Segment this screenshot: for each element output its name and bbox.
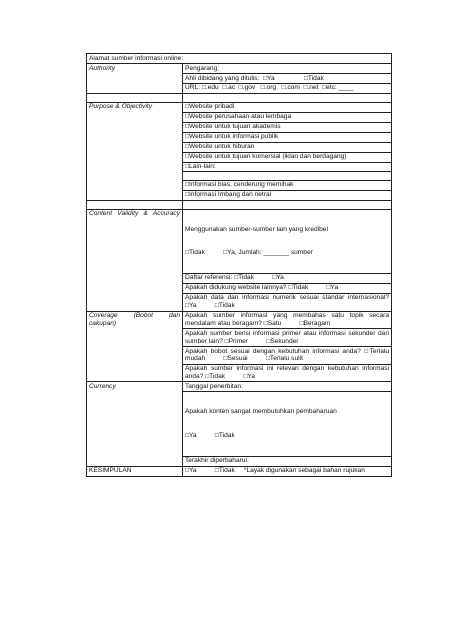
coverage-q4[interactable]: Apakah sumber informasi ini relevan dengan kebutuhan informasi anda? □Tidak □Ya [183, 364, 392, 382]
currency-q3[interactable]: Terakhir diperbaharui: [183, 456, 392, 466]
pengarang-field[interactable]: Pengarang: [183, 63, 392, 73]
content-row [87, 209, 392, 273]
purpose-option[interactable]: □Informasi bias, cenderung memihak [183, 180, 392, 190]
purpose-option[interactable]: □Lain-lain: [183, 162, 392, 172]
kesimpulan-options[interactable]: □Ya □Tidak *Layak digunakan sebagai bahan rujukan [183, 466, 392, 476]
currency-q1[interactable]: Tanggal penerbitan: [183, 382, 392, 392]
coverage-q1[interactable]: Apakah sumber informasi yang membahas satu topik secara mendalam atau beragam? □Satu □Beragam [183, 311, 392, 329]
content-q1-options[interactable]: □Tidak □Ya, Jumlah: _______ sumber [185, 249, 313, 256]
spacer-cell [87, 93, 183, 102]
kesimpulan-row [87, 466, 392, 476]
purpose-option[interactable]: □Website untuk hiburan [183, 142, 392, 152]
content-q2[interactable]: Daftar referensi: □Tidak □Ya [183, 273, 392, 283]
currency-label: Currency [87, 382, 183, 466]
evaluation-table [86, 53, 392, 477]
coverage-label: Coverage (Bobot dan cakupan) [87, 311, 183, 382]
kesimpulan-label: KESIMPULAN [87, 466, 183, 476]
purpose-option[interactable]: □Website untuk tujuan akademis [183, 122, 392, 132]
purpose-label: Purpose & Objectivity [87, 102, 183, 200]
currency-q2-text: Apakah konten sangat membutuhkan pembaharuan [185, 408, 337, 416]
table-title-row [87, 54, 392, 64]
purpose-option[interactable]: □Website pribadi [183, 102, 392, 112]
content-q4[interactable]: Apakah data dan informasi numerik sesuai standar internasional? □Ya □Tidak [183, 293, 392, 311]
coverage-q2[interactable]: Apakah sumber berisi informasi primer atau informasi sekunder dari sumber lain? □Primer □Sekunder [183, 329, 392, 347]
currency-row [87, 382, 392, 392]
currency-q2-options[interactable]: □Ya □Tidak [185, 431, 235, 439]
spacer-cell [183, 93, 392, 102]
spacer-cell [183, 200, 392, 209]
purpose-blank-line[interactable] [183, 172, 392, 180]
purpose-option[interactable]: □Website untuk informasi publik [183, 132, 392, 142]
purpose-row [87, 102, 392, 112]
spacer-row [87, 200, 392, 209]
ahli-checkbox-group[interactable]: Ahli dibidang yang ditulis: □Ya □Tidak [183, 73, 392, 83]
authority-row [87, 63, 392, 73]
spacer-row [87, 93, 392, 102]
content-label: Content Validity & Accuracy [87, 209, 183, 311]
title-cell: Alamat sumber informasi online: [87, 54, 392, 64]
url-checkbox-group[interactable]: URL: □.edu □.ac □.gov □.org □.com □.net □etc: ____ [183, 83, 392, 93]
coverage-row [87, 311, 392, 329]
content-q1-text: Menggunakan sumber-sumber lain yang kredibel [185, 225, 328, 233]
content-q1[interactable] [183, 209, 392, 273]
authority-label: Authority [87, 63, 183, 93]
purpose-option[interactable]: □Website untuk tujuan komersial (iklan dan berdagang) [183, 152, 392, 162]
coverage-q3[interactable]: Apakah bobot sesuai dengan kebutuhan informasi anda? □Terlalu mudah □Sesuai □Terlalu sulit [183, 346, 392, 364]
purpose-option[interactable]: □Website perusahaan atau lembaga [183, 112, 392, 122]
currency-q2[interactable] [183, 392, 392, 456]
spacer-cell [87, 200, 183, 209]
content-q3[interactable]: Apakah didukung website lainnya? □Tidak □Ya [183, 283, 392, 293]
purpose-option[interactable]: □Informasi Imbang dan netral [183, 190, 392, 200]
